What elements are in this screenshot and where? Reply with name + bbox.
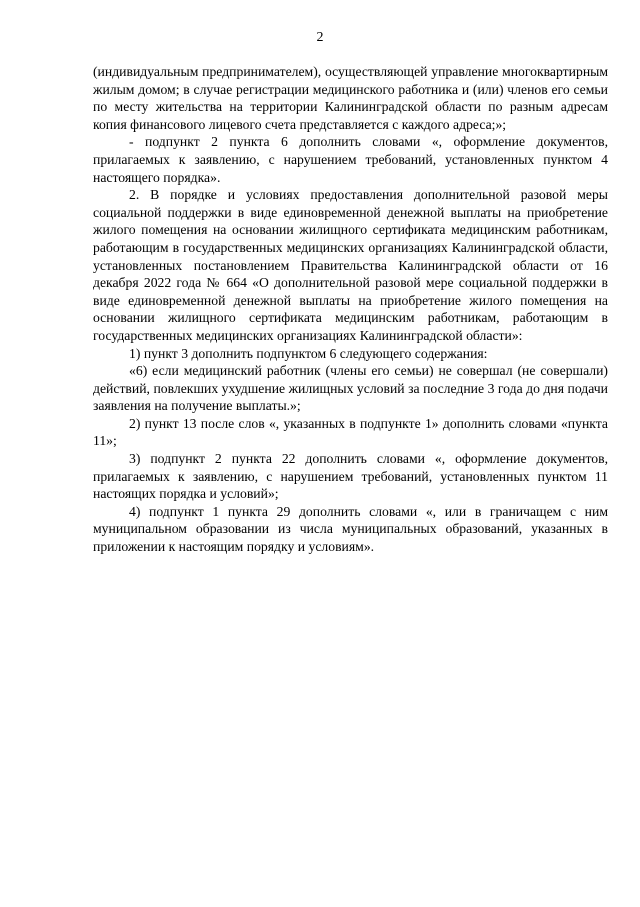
paragraph-item-2: 2) пункт 13 после слов «, указанных в подпункте 1» дополнить словами «пункта 11»; [93, 415, 608, 449]
paragraph-item-1: 1) пункт 3 дополнить подпунктом 6 следующего содержания: [129, 345, 488, 361]
page-number: 2 [316, 30, 324, 45]
document-body [93, 63, 608, 556]
paragraph-amendment-subpoint: - подпункт 2 пункта 6 дополнить словами «, оформление документов, прилагаемых к заявлению, с нарушением требований, установленных пунктом 4 настоящего порядка». [93, 134, 608, 185]
paragraph-section-2: 2. В порядке и условиях предоставления дополнительной разовой меры социальной поддержки в виде единовременной денежной выплаты на приобретение жилого помещения на основании жилищного сертификата медицинским работникам, работающим в государственных медицинских организациях Калининградской области, установленных постановлением Правительства Калининградской области от 16 декабря 2022 года № 664 «О дополнительной разовой мере социальной поддержки в виде единовременной денежной выплаты на приобретение жилого помещения на основании жилищного сертификата медицинским работникам, работающим в государственных медицинских организациях Калининградской области»: [93, 187, 608, 343]
paragraph-continuation: (индивидуальным предпринимателем), осуществляющей управление многоквартирным жилым домом; в случае регистрации медицинского работника и (или) членов его семьи по месту жительства на территории Калининградской области по разным адресам копия финансового лицевого счета представляется с каждого адреса;»; [93, 64, 608, 132]
paragraph-quoted-subpoint-6: «6) если медицинский работник (члены его семьи) не совершал (не совершали) действий, повлекших ухудшение жилищных условий за последние 3 года до дня подачи заявления на получение выплаты.»; [93, 363, 608, 414]
paragraph-item-4: 4) подпункт 1 пункта 29 дополнить словами «, или в граничащем с ним муниципальном образовании из числа муниципальных образований, указанных в приложении к настоящим порядку и условиям». [93, 503, 608, 555]
paragraph-item-3: 3) подпункт 2 пункта 22 дополнить словами «, оформление документов, прилагаемых к заявлению, с нарушением требований, установленных пунктом 11 настоящих порядка и условий»; [93, 451, 608, 502]
